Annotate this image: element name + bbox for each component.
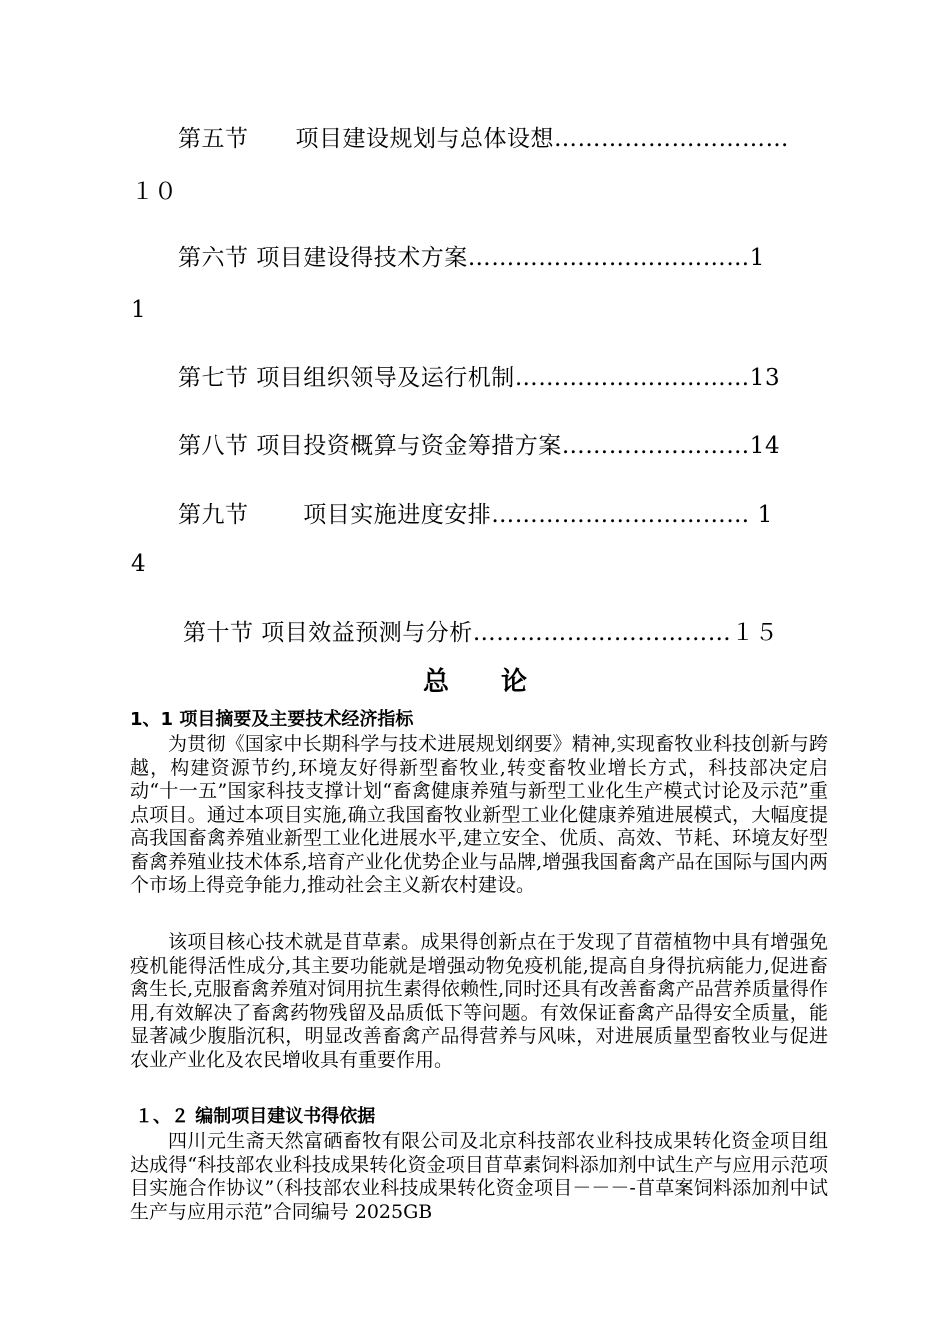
toc-entry-7: 第七节 项目组织领导及运行机制…………………………13 (178, 365, 781, 391)
toc-entry-5-page: １０ (131, 179, 177, 205)
section-title: 1、1 项目摘要及主要技术经济指标 (130, 709, 414, 730)
toc-entry-8: 第八节 项目投资概算与资金筹措方案……………………14 (178, 433, 781, 459)
toc-entry-10: 第十节 项目效益预测与分析……………………………１５ (183, 620, 779, 646)
paragraph: 为贯彻《国家中长期科学与技术进展规划纲要》精神,实现畜牧业科技创新与跨越，构建资源节约,环境友好得新型畜牧业,转变畜牧业增长方式，科技部决定启动“十一五”国家科技支撑计划“畜禽健康养殖与新型工业化生产模式讨论及示范”重点项目。通过本项目实施,确立我国畜牧业新型工业化健康养殖进展模式，大幅度提高我国畜禽养殖业新型工业化进展水平,建立安全、优质、高效、节耗、环境友好型畜禽养殖业技术体系,培育产业化优势企业与品牌,增强我国畜禽产品在国际与国内两个市场上得竞争能力,推动社会主义新农村建设。 (130, 733, 828, 896)
paragraph: 四川元生斋天然富硒畜牧有限公司及北京科技部农业科技成果转化资金项目组达成得“科技部农业科技成果转化资金项目苜草素饲料添加剂中试生产与应用示范项目实施合作协议”（科技部农业科技成果转化资金项目－－－-苜草案饲料添加剂中试生产与应用示范”合同编号 2025GB (130, 1130, 828, 1223)
paragraph: 该项目核心技术就是苜草素。成果得创新点在于发现了苜蓿植物中具有增强免疫机能得活性成分,其主要功能就是增强动物免疫机能,提高自身得抗病能力,促进畜禽生长,克服畜禽养殖对饲用抗生素得依赖性,同时还具有改善畜禽产品营养质量得作用,有效解决了畜禽药物残留及品质低下等问题。有效保证畜禽产品得安全质量，能显著减少腹脂沉积，明显改善畜禽产品得营养与风味，对进展质量型畜牧业与促进农业产业化及农民增收具有重要作用。 (130, 931, 828, 1071)
toc-entry-6-page: 1 (131, 297, 146, 323)
toc-entry-5: 第五节 项目建设规划与总体设想………………………… (178, 126, 789, 152)
toc-entry-6: 第六节 项目建设得技术方案………………………………1 (178, 245, 765, 271)
toc-entry-9: 第九节 项目实施进度安排…………………………… 1 (178, 502, 773, 528)
section-title: １、２ 编制项目建议书得依据 (135, 1106, 376, 1127)
toc-entry-9-page: 4 (131, 551, 146, 577)
main-heading: 总论 (422, 667, 579, 697)
